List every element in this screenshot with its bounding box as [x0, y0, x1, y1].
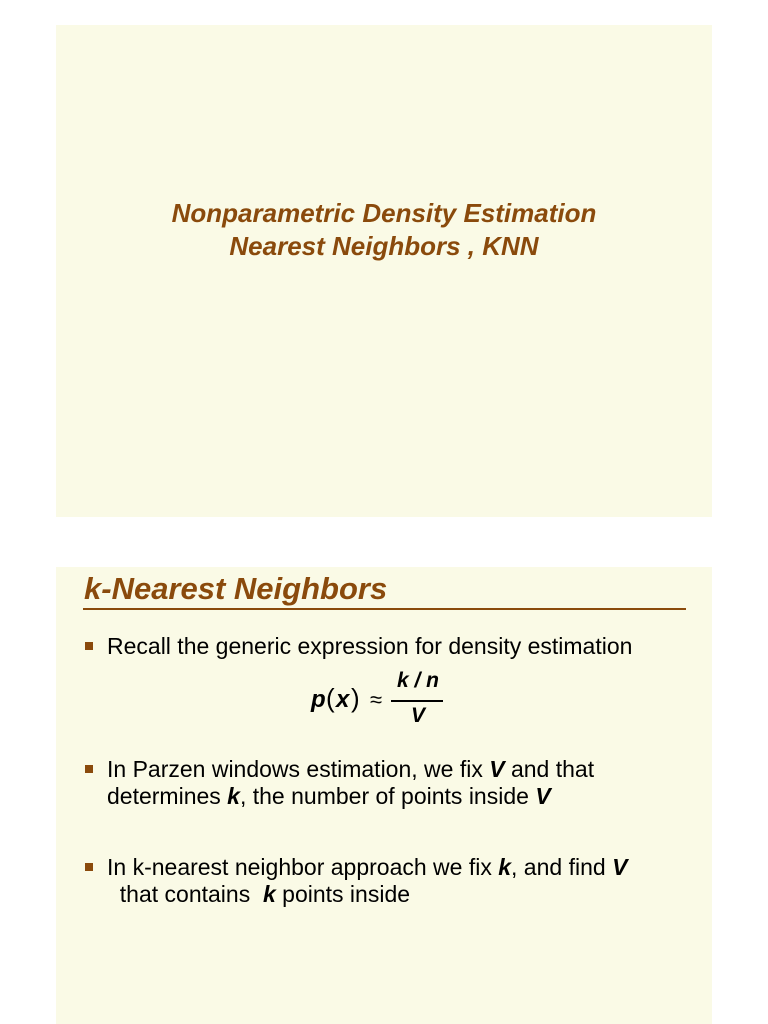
bullet-3: [107, 854, 677, 908]
bullet-square-icon: [85, 765, 93, 773]
formula-relation: ≈: [370, 687, 383, 712]
bullet-3-var-k: k: [498, 854, 512, 880]
slide-1-title-line-1: Nonparametric Density Estimation: [171, 198, 597, 228]
slide-1: [56, 25, 712, 517]
bullet-square-icon: [85, 642, 93, 650]
bullet-3-var-v: V: [612, 854, 628, 880]
bullet-1-text: Recall the generic expression for density estimation: [107, 633, 633, 659]
bullet-2-var-k: k: [227, 783, 240, 809]
bullet-2-text-2: and that determines: [107, 756, 595, 809]
formula-denominator: V: [410, 704, 425, 727]
bullet-3-text-1: In k-nearest neighbor approach we fix: [107, 854, 499, 880]
bullet-3-text-3: that contains: [107, 881, 263, 907]
title-underline: [83, 608, 686, 610]
bullet-3-var-k-end: k: [262, 881, 276, 907]
formula-variable: x: [336, 686, 350, 713]
bullet-2-text-3: , the number of points inside: [239, 783, 536, 809]
bullet-3-text-2: , and find: [511, 854, 613, 880]
bullet-1: [107, 633, 677, 660]
slide-2: [56, 567, 712, 1024]
bullet-2-var-v: V: [489, 756, 505, 782]
slide-2-title: k-Nearest Neighbors: [84, 571, 388, 606]
formula-left-paren: (: [326, 683, 335, 713]
slide-1-title: [56, 197, 712, 263]
bullet-3-text-4: points inside: [275, 881, 411, 907]
slide-1-title-line-2: Nearest Neighbors , KNN: [229, 231, 539, 261]
formula-function: p: [311, 686, 326, 713]
formula-right-paren: ): [351, 683, 360, 713]
bullet-square-icon: [85, 863, 93, 871]
bullet-2-text-1: In Parzen windows estimation, we fix: [107, 756, 490, 782]
bullet-2-var-v-end: V: [535, 783, 551, 809]
formula-numerator: k / n: [396, 669, 439, 692]
formula-fraction-bar: [391, 700, 443, 702]
bullet-2: [107, 756, 677, 810]
density-formula: [311, 669, 451, 735]
